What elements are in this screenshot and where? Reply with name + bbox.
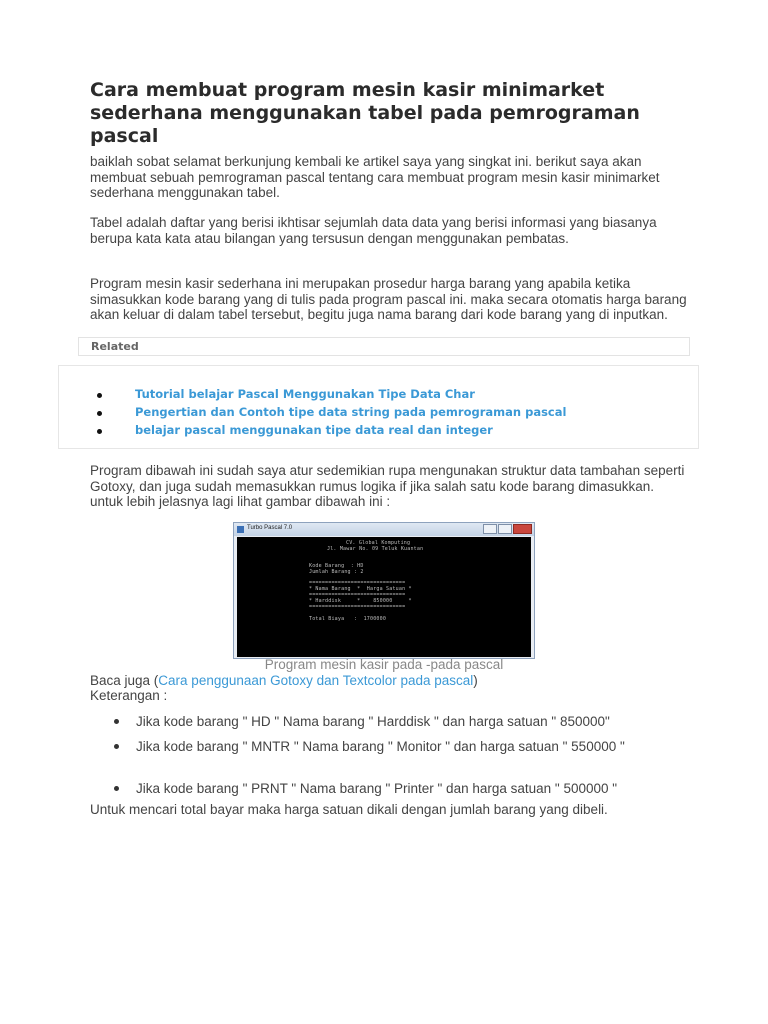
paragraph-intro: baiklah sobat selamat berkunjung kembali ke artikel saya yang singkat ini. berikut saya akan membuat sebuah pemrograman pascal tentang cara membuat program mesin kasir minimarket sederhana menggunakan tabel. [90, 154, 660, 200]
turbo-pascal-screenshot [233, 522, 535, 659]
console-line: Kode Barang : HD [309, 563, 364, 569]
window-titlebar [234, 523, 534, 536]
paragraph-program-description: Program mesin kasir sederhana ini merupakan prosedur harga barang yang apabila ketika simasukkan kode barang yang di tulis pada program pascal ini. maka secara otomatis harga barang akan keluar di dalam tabel tersebut, begitu juga nama barang dari kode barang yang di inputkan. [90, 276, 687, 322]
paragraph-figure-intro: Program dibawah ini sudah saya atur sedemikian rupa mengunakan struktur data tambahan seperti Gotoxy, dan juga sudah memasukkan rumus logika if jika salah satu kode barang dimasukkan. untuk lebih jelasnya lagi lihat gambar dibawah ini : [90, 463, 685, 509]
bullet-icon [97, 429, 102, 434]
window-title: Turbo Pascal 7.0 [247, 525, 293, 531]
bullet-icon [114, 786, 119, 791]
related-links-box [58, 365, 699, 449]
paragraph-tabel-definition: Tabel adalah daftar yang berisi ikhtisar sejumlah data data yang berisi informasi yang biasanya berupa kata kata atau bilangan yang tersusun dengan menggunakan pembatas. [90, 215, 657, 246]
baca-juga-line [90, 673, 478, 689]
related-link-string[interactable]: Pengertian dan Contoh tipe data string pada pemrograman pascal [135, 405, 567, 419]
bullet-icon [97, 393, 102, 398]
console-line: * Harddisk * 850000 * [309, 598, 412, 604]
maximize-icon [498, 524, 512, 534]
baca-juga-prefix: Baca juga ( [90, 673, 159, 688]
related-link-real-integer[interactable]: belajar pascal menggunakan tipe data real dan integer [135, 423, 493, 437]
turbo-pascal-icon [237, 526, 244, 533]
related-label: Related [91, 340, 139, 353]
list-item-text: Jika kode barang " PRNT " Nama barang " Printer " dan harga satuan " 500000 " [136, 781, 618, 796]
console-line: Jumlah Barang : 2 [309, 569, 364, 575]
console-line: ============================== [309, 592, 406, 598]
console-screen [237, 537, 531, 657]
bullet-icon [97, 411, 102, 416]
close-icon [513, 524, 532, 534]
bullet-icon [114, 719, 119, 724]
article-title: Cara membuat program mesin kasir minimarket sederhana menggunakan tabel pada pemrograman pascal [90, 79, 640, 147]
console-line: Total Biaya : 1700000 [309, 616, 387, 622]
keterangan-label: Keterangan : [90, 688, 168, 703]
related-header [78, 337, 690, 356]
baca-juga-suffix: ) [473, 673, 478, 688]
bullet-icon [114, 744, 119, 749]
console-line: ============================== [309, 604, 406, 610]
closing-paragraph: Untuk mencari total bayar maka harga satuan dikali dengan jumlah barang yang dibeli. [90, 802, 608, 817]
baca-juga-link[interactable]: Cara penggunaan Gotoxy dan Textcolor pada pascal [158, 673, 474, 688]
console-line: CV. Global Komputing [346, 540, 411, 546]
figure-caption: Program mesin kasir pada -pada pascal [264, 657, 504, 672]
minimize-icon [483, 524, 497, 534]
console-line: ============================== [309, 580, 406, 586]
list-item-text: Jika kode barang " HD " Nama barang " Harddisk " dan harga satuan " 850000" [136, 714, 610, 729]
console-line: Jl. Mawar No. 09 Teluk Kuantan [327, 546, 424, 552]
console-line: * Nama Barang * Harga Satuan * [309, 586, 412, 592]
related-link-pascal-char[interactable]: Tutorial belajar Pascal Menggunakan Tipe Data Char [135, 387, 475, 401]
list-item-text: Jika kode barang " MNTR " Nama barang " Monitor " dan harga satuan " 550000 " [136, 739, 625, 754]
